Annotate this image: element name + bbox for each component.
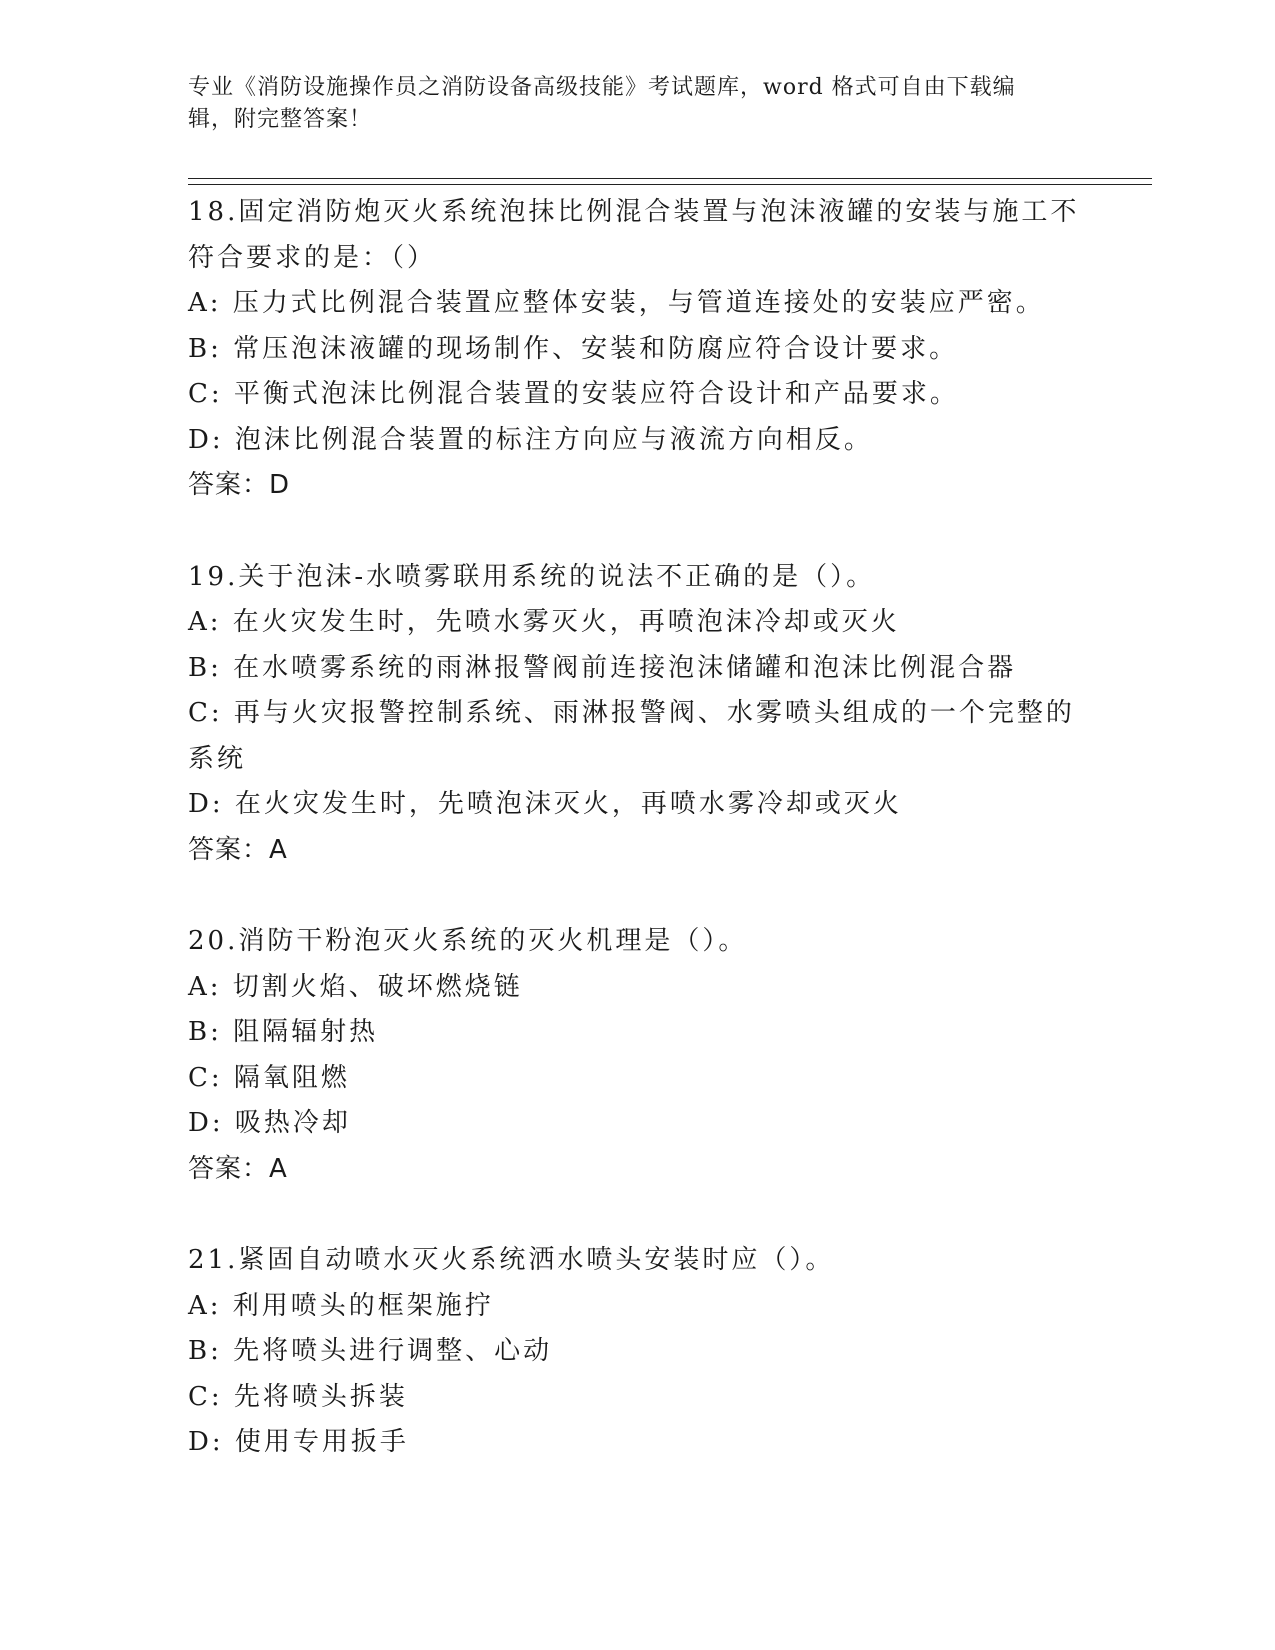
option-d: D: 泡沫比例混合装置的标注方向应与液流方向相反。 bbox=[188, 424, 873, 455]
answer: 答案：A bbox=[188, 1153, 288, 1184]
header-line-2: 辑，附完整答案！ bbox=[188, 107, 373, 132]
option-c: C: 再与火灾报警控制系统、雨淋报警阀、水雾喷头组成的一个完整的 bbox=[188, 698, 1075, 728]
question-19 bbox=[188, 555, 1088, 874]
option-d: D: 在火灾发生时，先喷泡沫灭火，再喷水雾冷却或灭火 bbox=[188, 789, 902, 819]
question-18 bbox=[188, 190, 1088, 509]
question-stem-cont: 符合要求的是：（） bbox=[188, 242, 437, 273]
header-divider-top bbox=[188, 178, 1152, 179]
question-20 bbox=[188, 919, 1088, 1192]
option-b: B: 常压泡沫液罐的现场制作、安装和防腐应符合设计要求。 bbox=[188, 333, 959, 364]
answer: 答案：A bbox=[188, 834, 288, 865]
option-a: A: 压力式比例混合装置应整体安装，与管道连接处的安装应严密。 bbox=[188, 288, 1045, 318]
question-list bbox=[188, 190, 1088, 1512]
question-stem: 21.紧固自动喷水灭火系统洒水喷头安装时应（）。 bbox=[188, 1245, 835, 1275]
question-stem: 18.固定消防炮灭火系统泡抹比例混合装置与泡沫液罐的安装与施工不 bbox=[188, 197, 1080, 227]
option-c: C: 先将喷头拆装 bbox=[188, 1381, 408, 1412]
option-b: B: 先将喷头进行调整、心动 bbox=[188, 1336, 553, 1366]
question-21 bbox=[188, 1238, 1088, 1466]
option-c: C: 隔氧阻燃 bbox=[188, 1062, 350, 1093]
option-b: B: 在水喷雾系统的雨淋报警阀前连接泡沫储罐和泡沫比例混合器 bbox=[188, 652, 1017, 683]
option-c: C: 平衡式泡沫比例混合装置的安装应符合设计和产品要求。 bbox=[188, 379, 959, 409]
header-divider-bottom bbox=[188, 184, 1152, 185]
option-a: A: 切割火焰、破坏燃烧链 bbox=[188, 971, 523, 1002]
option-d: D: 使用专用扳手 bbox=[188, 1427, 409, 1457]
option-d: D: 吸热冷却 bbox=[188, 1108, 351, 1138]
question-stem: 19.关于泡沫-水喷雾联用系统的说法不正确的是（）。 bbox=[188, 561, 876, 592]
answer: 答案：D bbox=[188, 470, 291, 500]
header-line-1: 专业《消防设施操作员之消防设备高级技能》考试题库，word 格式可自由下载编 bbox=[188, 75, 1016, 100]
option-a: A: 利用喷头的框架施拧 bbox=[188, 1290, 494, 1321]
document-header bbox=[188, 72, 1088, 136]
question-stem: 20.消防干粉泡灭火系统的灭火机理是（）。 bbox=[188, 926, 748, 956]
option-c-cont: 系统 bbox=[188, 743, 247, 774]
option-a: A: 在火灾发生时，先喷水雾灭火，再喷泡沫冷却或灭火 bbox=[188, 607, 900, 637]
option-b: B: 阻隔辐射热 bbox=[188, 1017, 379, 1047]
